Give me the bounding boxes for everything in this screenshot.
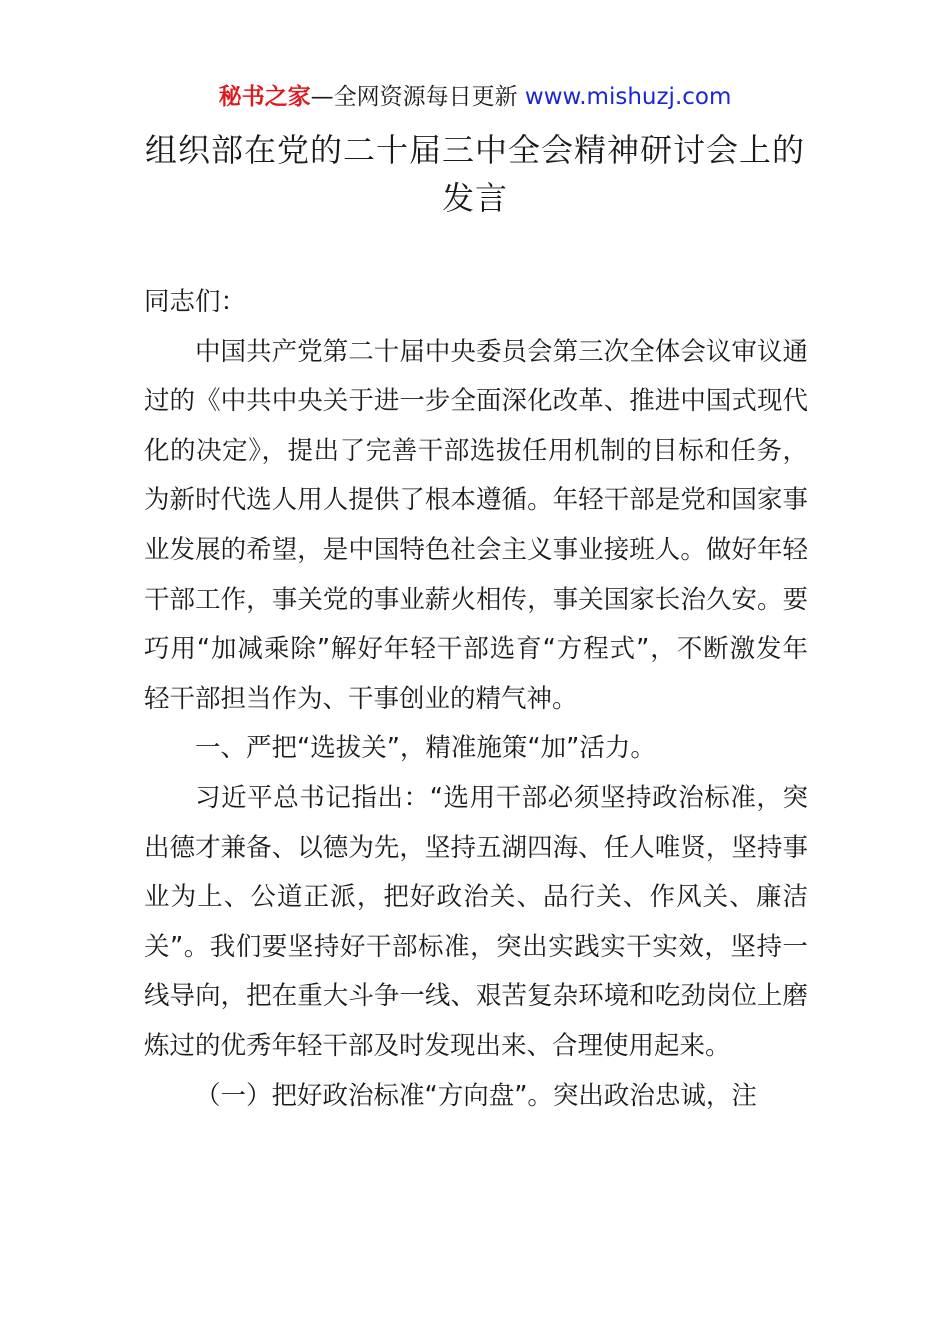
site-url-link[interactable]: www.mishuzj.com xyxy=(524,84,732,110)
paragraph-intro: 中国共产党第二十届中央委员会第三次全体会议审议通过的《中共中央关于进一步全面深化改革、推进中国式现代化的决定》，提出了完善干部选拔任用机制的目标和任务，为新时代选人用人提供了根本遵循。年轻干部是党和国家事业发展的希望，是中国特色社会主义事业接班人。做好年轻干部工作，事关党的事业薪火相传，事关国家长治久安。要巧用“加减乘除”解好年轻干部选育“方程式”，不断激发年轻干部担当作为、干事创业的精气神。 xyxy=(144,336,808,714)
section-heading-1: 一、严把“选拔关”，精准施策“加”活力。 xyxy=(195,733,656,764)
paragraph-quote: 习近平总书记指出：“选用干部必须坚持政治标准，突出德才兼备、以德为先，坚持五湖四海、任人唯贤，坚持事业为上、公道正派，把好政治关、品行关、作风关、廉洁关”。我们要坚持好干部标准，突出实践实干实效，坚持一线导向，把在重大斗争一线、艰苦复杂环境和吃劲岗位上磨炼过的优秀年轻干部及时发现出来、合理使用起来。 xyxy=(144,782,808,1061)
subsection-heading-1: （一）把好政治标准“方向盘”。突出政治忠诚，注 xyxy=(195,1080,757,1111)
site-header xyxy=(0,82,950,112)
document-body xyxy=(144,278,808,1121)
salutation: 同志们： xyxy=(144,287,247,317)
site-brand: 秘书之家 xyxy=(218,84,311,110)
site-tagline: —全网资源每日更新 xyxy=(310,84,525,110)
document-title: 组织部在党的二十届三中全会精神研讨会上的发言 xyxy=(144,131,805,217)
